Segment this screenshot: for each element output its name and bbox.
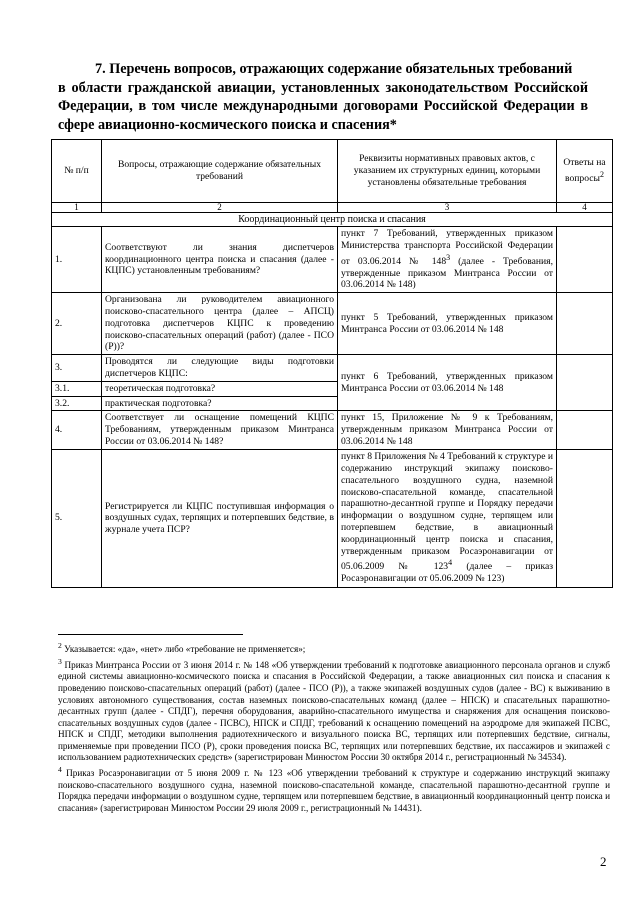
column-number-row <box>52 203 613 213</box>
footnote-2 <box>58 640 610 656</box>
footnote-divider <box>58 634 243 635</box>
footnotes <box>58 640 610 815</box>
footnote-mark: 2 <box>58 641 62 650</box>
col-number: 3 <box>338 203 557 213</box>
table-header-row <box>52 140 613 203</box>
footnote-text: Приказ Росаэронавигации от 5 июня 2009 г. № 123 «Об утверждении требований к структуре и содержанию инструкций экипажу поисково-спасательного воздушного судна, наземной поисково-спасательной команде, спасательной парашютно-десантной группе и Порядка передачи информации о воздушном судне, терпящем или потерпевшем бедствие, в авиационный координационный центр поиска и спасания» (зарегистрирован Минюстом России 29 июля 2009 г., регистрационный № 14431). <box>58 768 610 813</box>
row-num: 3. <box>52 355 102 382</box>
row-requisites: пункт 15, Приложение № 9 к Требованиям, утвержденным приказом Минтранса России от 03.06.2014 № 148 <box>338 411 557 449</box>
footnote-mark: 3 <box>58 656 62 666</box>
req-text-cont: (далее - Требования, утвержденные приказом Минтранса России от 03.06.2014 № 148) <box>341 255 553 291</box>
row-num: 5. <box>52 449 102 587</box>
req-text: пункт 8 Приложения № 4 Требований к структуре и содержанию инструкций экипажу поисково-спасательного воздушного судна, наземной поисково-спасательной команде, спасательной парашютно-десантной группе и Порядку передачи информации о воздушном судне, терпящем или потерпевшем бедствие, в авиационный координационный центр поиска и спасания, утвержденным приказом Росаэронавигации от 05.06.2009 № 123 <box>341 451 553 573</box>
row-requisites <box>338 449 557 587</box>
heading-line1: 7. Перечень вопросов, отражающих содержание обязательных требований <box>95 61 573 77</box>
table-row <box>52 293 613 355</box>
table-row <box>52 355 613 382</box>
requirements-table <box>51 139 613 588</box>
answer-cell[interactable] <box>557 293 613 355</box>
section-row <box>52 213 613 227</box>
section-heading <box>58 60 588 134</box>
row-num: 3.2. <box>52 396 102 411</box>
row-requisites <box>338 227 557 293</box>
col-number: 1 <box>52 203 102 213</box>
section-title: Координационный центр поиска и спасания <box>52 213 613 227</box>
row-num: 3.1. <box>52 381 102 396</box>
row-question: Соответствуют ли знания диспетчеров координационного центра поиска и спасания (далее - КЦПС) установленным требованиям? <box>102 227 338 293</box>
row-requisites: пункт 6 Требований, утвержденных приказом Минтранса России от 03.06.2014 № 148 <box>338 355 557 411</box>
row-requisites: пункт 5 Требований, утвержденных приказом Минтранса России от 03.06.2014 № 148 <box>338 293 557 355</box>
row-question: Соответствует ли оснащение помещений КЦПС Требованиям, утвержденным приказом Минтранса России от 03.06.2014 № 148? <box>102 411 338 449</box>
footnote-text: Указывается: «да», «нет» либо «требование не применяется»; <box>61 644 306 655</box>
col-number: 4 <box>557 203 613 213</box>
header-requisites: Реквизиты нормативных правовых актов, с указанием их структурных единиц, которыми установлены обязательные требования <box>338 140 557 203</box>
row-question: Регистрируется ли КЦПС поступившая информация о воздушных судах, терпящих и потерпевших бедствие, в журнале учета ПСР? <box>102 449 338 587</box>
row-question: теоретическая подготовка? <box>102 381 338 396</box>
footnote-text: Приказ Минтранса России от 3 июня 2014 г. № 148 «Об утверждении требований к подготовке авиационного персонала органов и служб единой системы авиационно-космического поиска и спасания в Российской Федерации, а также авиационных сил поиска и спасания к проведению поисково-спасательных операций (работ) (далее - ПСО (Р)), а также экипажей воздушных судов (далее - ВС) к выживанию в условиях автономного существования, состав наземных поисково-спасательных команд (далее – НПСК) и спасательных парашютно-десантных групп (далее - СПДГ), перечня оборудования, аварийно-спасательного имущества и снаряжения для оснащения поисково-спасательных воздушных судов (далее - ПСВС), НПСК и СПДГ, требований к оснащению помещений на аэродроме для экипажей ПСВС, НПСК и СПДГ, методики выполнения радиотехнического и визуального поиска ВС, терпящих или потерпевших бедствие, сигналы, применяемые при проведении ПСО (Р), сроки проведения поиска ВС, терпящих или потерпевших бедствие, их пассажиров и экипажей с использованием радиотехнических средств» (зарегистрирован Минюстом России 30 октября 2014 г., регистрационный № 34534). <box>58 659 610 763</box>
footnote-4 <box>58 764 610 814</box>
header-question: Вопросы, отражающие содержание обязательных требований <box>102 140 338 203</box>
answer-cell[interactable] <box>557 449 613 587</box>
row-question: практическая подготовка? <box>102 396 338 411</box>
header-answers <box>557 140 613 203</box>
row-question: Организована ли руководителем авиационного поисково-спасательного центра (далее – АПСЦ) подготовка диспетчеров КЦПС к проведению поисково-спасательных операций (работ) (далее - ПСО (Р))? <box>102 293 338 355</box>
heading-rest: в области гражданской авиации, установленных законодательством Российской Федерации, в том числе международными договорами Российской Федерации в сфере авиационно-космического поиска и спасения* <box>58 79 588 133</box>
page-number: 2 <box>600 854 607 869</box>
header-answers-sup: 2 <box>599 169 604 179</box>
footnote-mark: 4 <box>58 765 62 775</box>
req-text: пункт 7 Требований, утвержденных приказом Министерства транспорта Российской Федерации от 03.06.2014 № 148 <box>341 228 553 267</box>
footnote-ref: 4 <box>448 558 453 568</box>
answer-cell[interactable] <box>557 227 613 293</box>
col-number: 2 <box>102 203 338 213</box>
table-row <box>52 227 613 293</box>
row-num: 1. <box>52 227 102 293</box>
header-num: № п/п <box>52 140 102 203</box>
table-row <box>52 449 613 587</box>
row-question: Проводятся ли следующие виды подготовки диспетчеров КЦПС: <box>102 355 338 382</box>
answer-cell[interactable] <box>557 411 613 449</box>
req-text-cont: (далее – приказ Росаэронавигации от 05.06.2009 № 123) <box>341 561 554 585</box>
header-answers-text: Ответы на вопросы <box>563 157 606 185</box>
footnote-3 <box>58 656 610 764</box>
table-row <box>52 411 613 449</box>
row-num: 4. <box>52 411 102 449</box>
footnote-ref: 3 <box>446 252 451 262</box>
answer-cell[interactable] <box>557 355 613 411</box>
row-num: 2. <box>52 293 102 355</box>
